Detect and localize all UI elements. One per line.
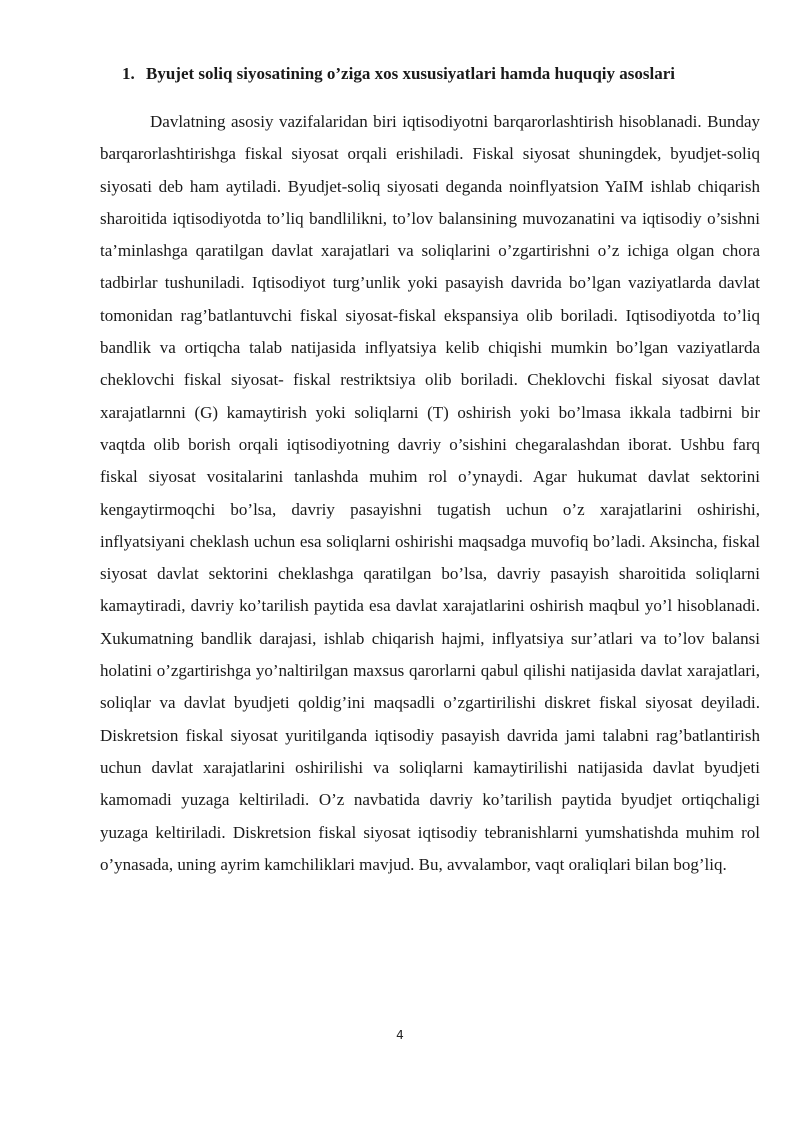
section-heading [100, 62, 760, 86]
body-paragraph: Davlatning asosiy vazifalaridan biri iqtisodiyotni barqarorlashtirish hisoblanadi. Bunday barqarorlashtirishga fiskal siyosat orqali erishiladi. Fiskal siyosat shuningdek, byudjet-soliq siyosati deb ham aytiladi. Byudjet-soliq siyosati deganda noinflyatsion YaIM ishlab chiqarish sharoitida iqtisodiyotda to’liq bandlilikni, to’lov balansining muvozanatini va iqtisodiy o’sishni ta’minlashga qaratilgan davlat xarajatlari va soliqlarini o’zgartirishni o’z ichiga olgan chora tadbirlar tushuniladi. Iqtisodiyot turg’unlik yoki pasayish davrida bo’lgan vaziyatlarda davlat tomonidan rag’batlantuvchi fiskal siyosat-fiskal ekspansiya olib boriladi. Iqtisodiyotda to’liq bandlik va ortiqcha talab natijasida inflyatsiya kelib chiqishi mumkin bo’lgan vaziyatlarda cheklovchi fiskal siyosat- fiskal restriktsiya olib boriladi. Cheklovchi fiskal siyosat davlat xarajatlarnni (G) kamaytirish yoki soliqlarni (T) oshirish yoki bo’lmasa ikkala tadbirni bir vaqtda olib borish orqali iqtisodiyotning davriy o’sishini chegaralashdan iborat. Ushbu farq fiskal siyosat vositalarini tanlashda muhim rol o’ynaydi. Agar hukumat davlat sektorini kengaytirmoqchi bo’lsa, davriy pasayishni tugatish uchun o’z xarajatlarini oshirishi, inflyatsiyani cheklash uchun esa soliqlarni oshirishi maqsadga muvofiq bo’ladi. Aksincha, fiskal siyosat davlat sektorini cheklashga qaratilgan bo’lsa, davriy pasayish sharoitida soliqlarni kamaytiradi, davriy ko’tarilish paytida esa davlat xarajatlarini oshirish maqbul yo’l hisoblanadi. Xukumatning bandlik darajasi, ishlab chiqarish hajmi, inflyatsiya sur’atlari va to’lov balansi holatini o’zgartirishga yo’naltirilgan maxsus qarorlarni qabul qilishi natijasida davlat xarajatlari, soliqlar va davlat byudjeti qoldig’ini maqsadli o’zgartirilishi diskret fiskal siyosat deyiladi. Diskretsion fiskal siyosat yuritilganda iqtisodiy pasayish davrida jami talabni rag’batlantirish uchun davlat xarajatlarini oshirilishi va soliqlarni kamaytirilishi natijasida davlat byudjeti kamomadi yuzaga keltiriladi. O’z navbatida davriy ko’tarilish paytida byudjet ortiqchaligi yuzaga keltiriladi. Diskretsion fiskal siyosat iqtisodiy tebranishlarni yumshatishda muhim rol o’ynasada, uning ayrim kamchiliklari mavjud. Bu, avvalambor, vaqt oraliqlari bilan bog’liq. [100, 112, 760, 874]
section-number: 1. [122, 64, 135, 83]
section-title: Byujet soliq siyosatining o’ziga xos xususiyatlari hamda huquqiy asoslari [146, 64, 676, 83]
page-number: 4 [396, 1028, 404, 1042]
